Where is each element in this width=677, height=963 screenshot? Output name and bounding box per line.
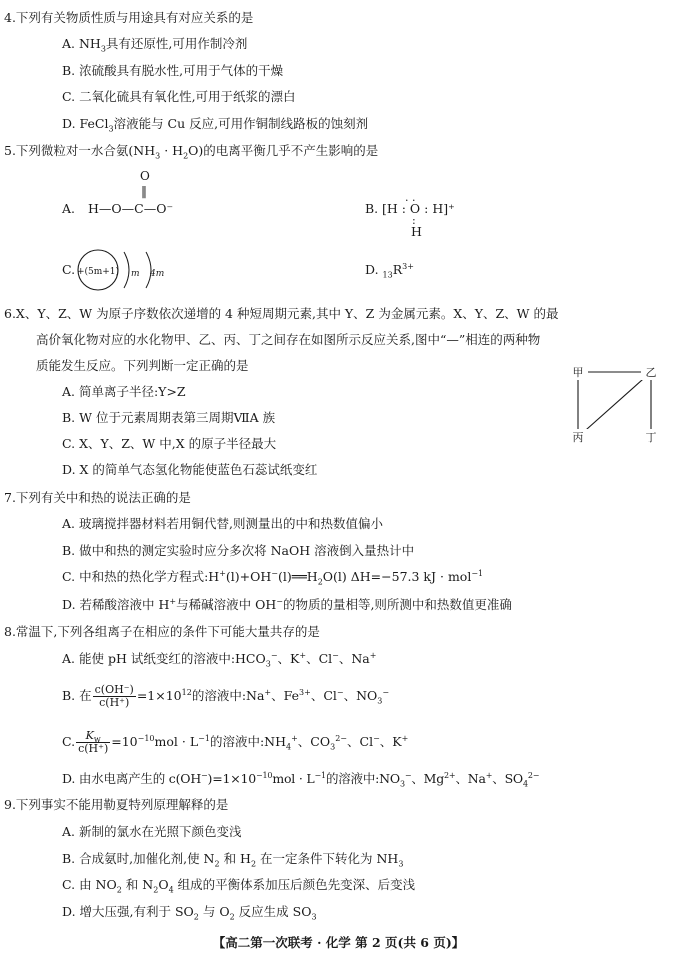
q8-stem: 8.常温下,下列各组离子在相应的条件下可能大量共存的是	[4, 624, 320, 639]
q7-option-a: A. 玻璃搅拌器材料若用铜代替,则测量出的中和热数值偏小	[62, 516, 383, 531]
q9-option-d: D. 增大压强,有利于 $SO_2$ 与 $O_2$ 反应生成 $SO_3$	[62, 904, 317, 922]
q6-stem-line-3: 质能发生反应。下列判断一定正确的是	[36, 358, 249, 373]
electron-shell-1-arc	[124, 252, 129, 288]
q6-option-a: A. 简单离子半径:Y>Z	[62, 384, 186, 399]
edge-bing-yi	[578, 372, 651, 437]
q5-option-b-formula: [H : O : H]⁺	[382, 201, 455, 216]
shell-1-electrons: m	[131, 269, 140, 279]
q6-stem-line-2: 高价氧化物对应的水化物甲、乙、丙、丁之间存在如图所示反应关系,图中“—”相连的两种物	[36, 332, 541, 347]
q5-b-bond-line: :	[412, 214, 416, 227]
node-jia: 甲	[572, 366, 584, 379]
q4-option-d: D. FeCl$_3$溶液能与 Cu 反应,可用作铜制线路板的蚀刻剂	[62, 116, 369, 134]
q9-option-a: A. 新制的氯水在光照下颜色变浅	[62, 824, 242, 839]
node-yi: 乙	[645, 366, 657, 379]
q6-reaction-diagram	[566, 362, 666, 450]
q7-option-b: B. 做中和热的测定实验时应分多次将 NaOH 溶液倒入量热计中	[62, 543, 415, 558]
q4-option-b: B. 浓硫酸具有脱水性,可用于气体的干燥	[62, 63, 284, 78]
q7-option-d: D. 若稀酸溶液中 H+与稀碱溶液中 OH−的物质的量相等,则所测中和热数值更准确	[62, 596, 512, 612]
q4-option-c: C. 二氧化硫具有氧化性,可用于纸浆的漂白	[62, 89, 296, 104]
q5-option-a-label: A.	[62, 201, 76, 216]
q4-stem: 4.下列有关物质性质与用途具有对应关系的是	[4, 10, 254, 25]
q8-c-fraction: $\frac{K_w}{c(H^+)}$	[78, 729, 109, 755]
q5-option-a-formula: H—O—C—O⁻	[88, 201, 174, 216]
q5-a-carbonyl-oxygen: O	[140, 169, 150, 183]
q9-option-b: B. 合成氨时,加催化剂,使 $N_2$ 和 $H_2$ 在一定条件下转化为 $NH_3$	[62, 851, 404, 869]
q9-option-c: C. 由 $NO_2$ 和 $N_2O_4$ 组成的平衡体系加压后颜色先变深、后变浅	[62, 877, 416, 895]
q8-b-fraction: $\frac{c(OH^-)}{c(H^+)}$	[94, 683, 134, 709]
node-bing: 丙	[572, 431, 584, 444]
q5-option-d: D. $_{13}R^{3+}$	[365, 261, 414, 280]
q5-b-hydrogen: H	[411, 224, 422, 239]
q4-option-a: A. $NH_3$具有还原性,可用作制冷剂	[62, 36, 248, 54]
q5-option-c-label: C.	[62, 262, 76, 277]
q8-option-c: C. $\frac{K_w}{c(H^+)}$ $=10^{-10}mol \cdot L^{-1}$的溶液中$:NH_4^+$、$CO_3^{2-}$、Cl−、K+	[62, 729, 409, 755]
q5-atom-structure-diagram	[74, 246, 174, 294]
q9-stem: 9.下列事实不能用勒夏特列原理解释的是	[4, 797, 229, 812]
q5-stem: 5.下列微粒对一水合氨$(NH_3 \cdot H_2O)$的电离平衡几乎不产生影响的是	[4, 143, 379, 161]
node-ding: 丁	[645, 431, 657, 444]
q6-option-d: D. X 的简单气态氢化物能使蓝色石蕊试纸变红	[62, 462, 318, 477]
q5-option-b-label: B.	[365, 201, 379, 216]
page-footer: 【高二第一次联考 · 化学 第 2 页(共 6 页)】	[212, 935, 465, 950]
q8-option-a: A. 能使 pH 试纸变红的溶液中$:HCO_3^-$、K+、Cl−、Na+	[62, 650, 377, 669]
shell-2-electrons: 4m	[150, 269, 165, 279]
q8-option-d: D. 由水电离产生的 $c(OH^-)=1\times 10^{-10}mol \cdot L^{-1}$的溶液中$:NO_3^-$、$Mg^{2+}$、Na+、$SO_4^{2-}$	[62, 770, 540, 789]
q6-option-c: C. X、Y、Z、W 中,X 的原子半径最大	[62, 436, 277, 451]
q7-option-c: C. 中和热的热化学方程式$:H^+(l)+OH^-(l)══H_2O(l)$ ΔH=−57.3 kJ · mol$^{-1}$	[62, 568, 484, 587]
q5-b-lone-pair: . .	[405, 191, 416, 204]
nucleus-charge: +(5m+1)	[76, 267, 120, 277]
q6-option-b: B. W 位于元素周期表第三周期ⅦA 族	[62, 410, 276, 425]
q7-stem: 7.下列有关中和热的说法正确的是	[4, 490, 191, 505]
q8-option-b: B. 在 $\frac{c(OH^-)}{c(H^+)}$ $=1\times 10^{12}$的溶液中:Na+、$Fe^{3+}$、Cl−、$NO_3^-$	[62, 683, 390, 709]
q6-stem-line-1: 6.X、Y、Z、W 为原子序数依次递增的 4 种短周期元素,其中 Y、Z 为金属元素。X、Y、Z、W 的最	[4, 306, 559, 321]
q5-a-double-bond: ‖	[141, 184, 147, 198]
